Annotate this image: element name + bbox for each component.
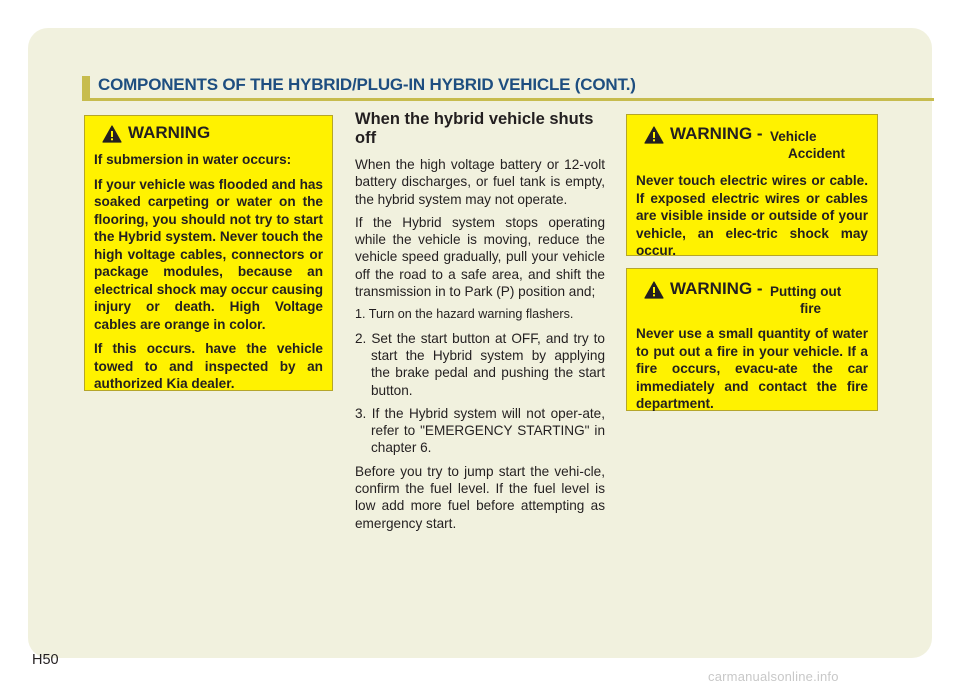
warning-header (644, 124, 868, 172)
warning-subtitle-line1: Vehicle (770, 129, 817, 144)
list-item: 2. Set the start button at OFF, and try to start the Hybrid system by applying the brake pedal and pushing the start button. (355, 330, 605, 398)
warning-subtitle-line1: Putting out (770, 284, 842, 299)
warning-header (644, 279, 868, 325)
warning-title: WARNING (128, 123, 211, 142)
warning-triangle-icon (644, 126, 664, 144)
body-paragraph: If the Hybrid system stops operating while the vehicle is moving, reduce the vehicle speed gradually, pull your vehicle off the road to a safe area, and shift the transmission in to Park (P) position and; (355, 214, 605, 300)
steps-list (355, 306, 605, 456)
header-rule (82, 98, 934, 101)
warning-header (102, 123, 323, 149)
warning-subtitle (770, 283, 841, 317)
warning-subtitle-line2: fire (800, 301, 822, 316)
section-title: COMPONENTS OF THE HYBRID/PLUG-IN HYBRID VEHICLE (CONT.) (98, 75, 636, 94)
list-item: 1. Turn on the hazard warning flashers. (355, 307, 574, 322)
body-paragraph: Before you try to jump start the vehi-cle, confirm the fuel level. If the fuel level is low add more fuel before attempting as emergency start. (355, 463, 605, 531)
list-item: 3. If the Hybrid system will not oper-ate, refer to "EMERGENCY STARTING" in chapter 6. (355, 405, 605, 456)
warning-triangle-icon (644, 281, 664, 299)
warning-box-putting-out-fire (626, 268, 878, 411)
warning-triangle-icon (102, 125, 122, 143)
body-paragraph: When the high voltage battery or 12-volt battery discharges, or fuel tank is empty, the hybrid system may not operate. (355, 157, 605, 207)
warning-box-submersion (84, 115, 333, 391)
warning-paragraph: If your vehicle was flooded and has soaked carpeting or water on the flooring, you should not try to start the Hybrid system. Never touch the high voltage cables, connectors or package modules, because an electrical shock may occur causing injury or death. High Voltage cables are orange in color. (94, 176, 323, 332)
main-column (355, 110, 605, 538)
section-header (82, 76, 934, 102)
warning-paragraph: Never touch electric wires or cable. If exposed electric wires or cables are visible inside or outside of your vehicle, an elec-tric shock may occur. (636, 173, 868, 258)
warning-box-vehicle-accident (626, 114, 878, 256)
warning-paragraph: Never use a small quantity of water to put out a fire in your vehicle. If a fire occurs, evacu-ate the car immediately and contact the fire department. (636, 326, 868, 411)
page-number: H50 (32, 652, 59, 668)
warning-subtitle (770, 128, 845, 162)
warning-paragraph: If this occurs. have the vehicle towed to and inspected by an authorized Kia dealer. (94, 341, 323, 391)
section-heading: When the hybrid vehicle shuts off (355, 110, 594, 147)
warning-subtitle-line2: Accident (788, 146, 846, 161)
watermark-text: carmanualsonline.info (708, 669, 839, 684)
warning-title: WARNING - (670, 124, 763, 143)
warning-title: WARNING - (670, 279, 763, 298)
warning-paragraph: If submersion in water occurs: (94, 152, 292, 167)
header-accent-bar (82, 76, 90, 98)
